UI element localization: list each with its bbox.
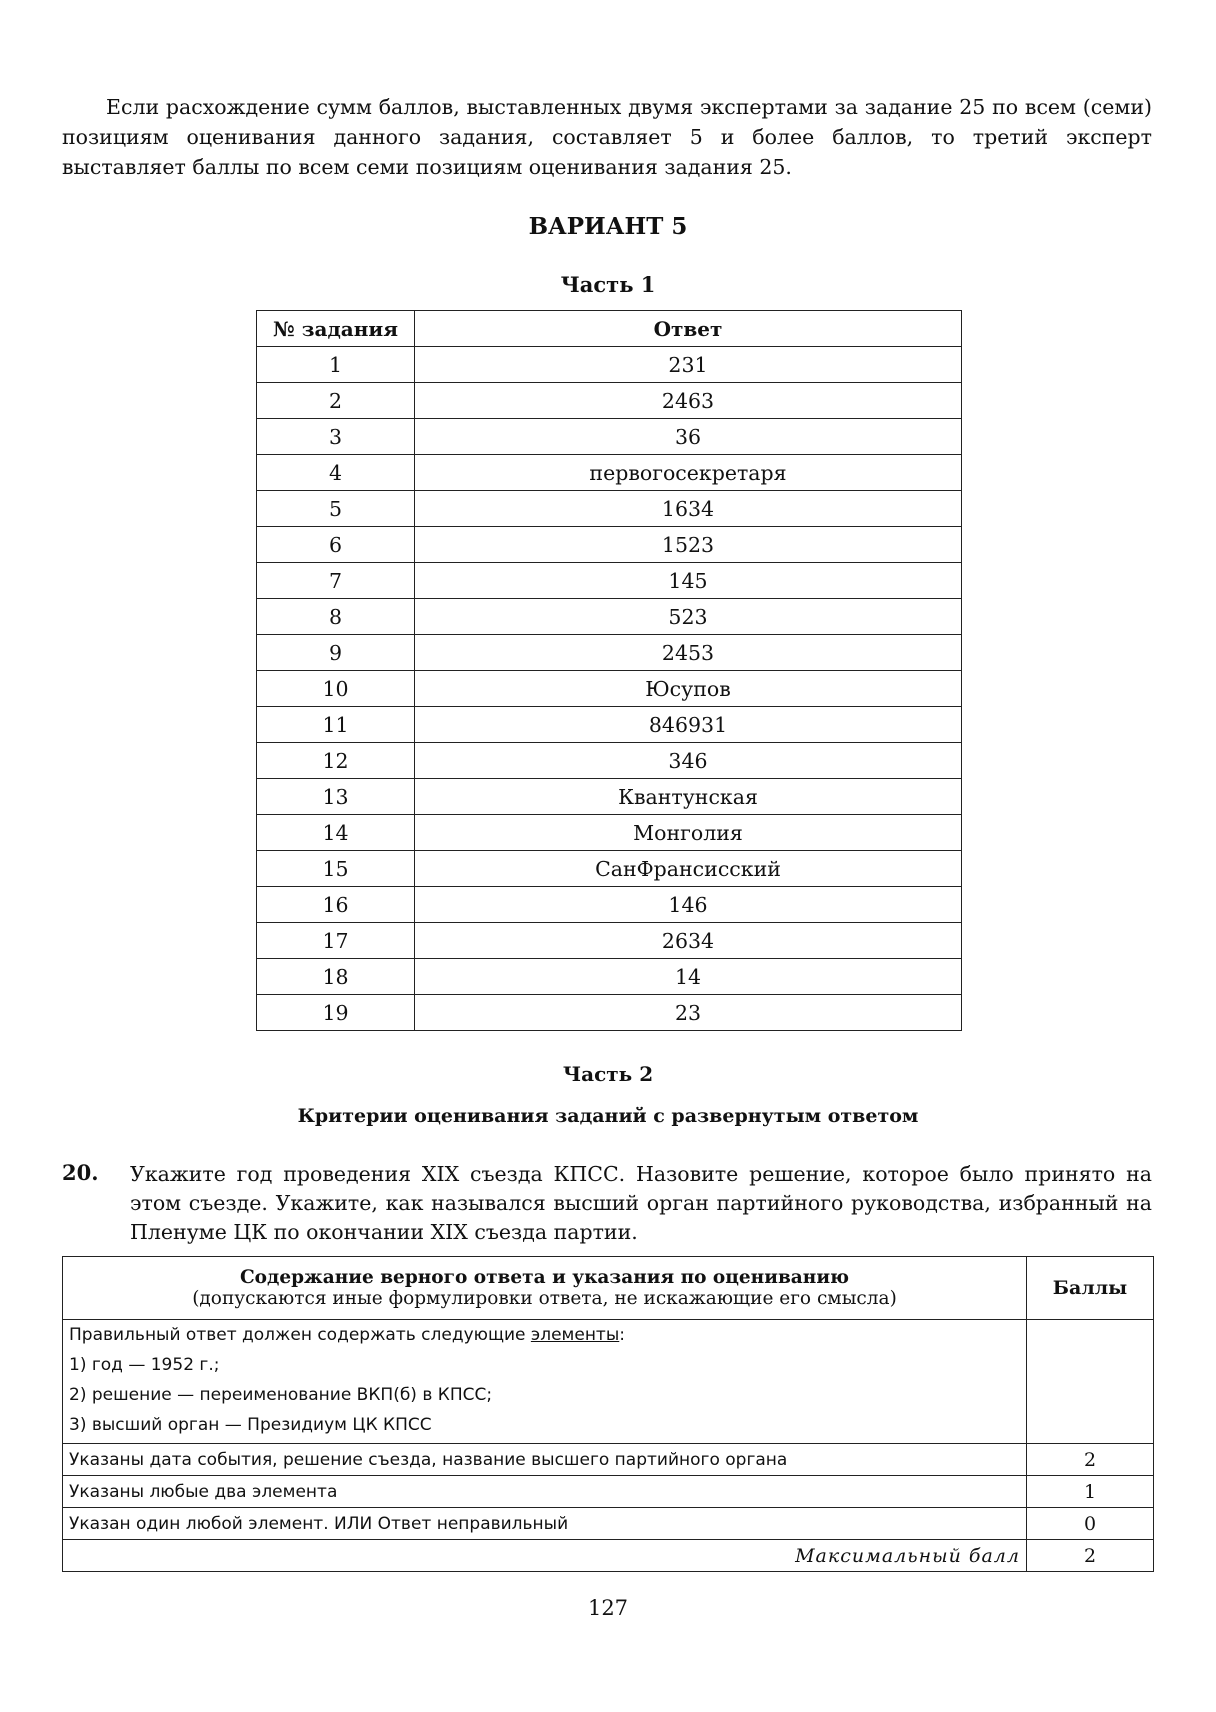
task-number-cell: 7 (257, 563, 415, 599)
task-number: 20. (62, 1160, 99, 1185)
task-number-cell: 4 (257, 455, 415, 491)
answer-row (257, 527, 962, 563)
answer-row (257, 599, 962, 635)
elements-intro (69, 1320, 1020, 1350)
criteria-header-line1: Содержание верного ответа и указания по оцениванию (239, 1267, 850, 1288)
criteria-header-row (63, 1257, 1154, 1320)
criteria-table (62, 1256, 1154, 1572)
element-decision: 2) решение — переименование ВКП(б) в КПСС; (69, 1385, 493, 1405)
task-number-cell: 5 (257, 491, 415, 527)
criterion-row (63, 1444, 1154, 1476)
criterion-text: Указаны дата события, решение съезда, название высшего партийного органа (63, 1444, 1027, 1476)
task-number-cell: 8 (257, 599, 415, 635)
criteria-content-header (63, 1257, 1027, 1320)
answer-row (257, 563, 962, 599)
elements-intro-word: элементы (530, 1325, 620, 1345)
task-number-cell: 16 (257, 887, 415, 923)
answer-cell: 346 (415, 743, 962, 779)
intro-paragraph: Если расхождение сумм баллов, выставленных двумя экспертами за задание 25 по всем (семи) позициям оценивания данного задания, составляет 5 и более баллов, то третий эксперт выставляет баллы по всем семи позициям оценивания задания 25. (62, 95, 1152, 179)
task-number-cell: 14 (257, 815, 415, 851)
answer-cell: 36 (415, 419, 962, 455)
answer-row (257, 491, 962, 527)
answer-cell: 146 (415, 887, 962, 923)
task-number-cell: 2 (257, 383, 415, 419)
answer-cell: 846931 (415, 707, 962, 743)
answer-cell: Юсупов (415, 671, 962, 707)
answer-row (257, 815, 962, 851)
criterion-row (63, 1508, 1154, 1540)
answer-cell: 1523 (415, 527, 962, 563)
answers-body (257, 347, 962, 1031)
criteria-title: Критерии оценивания заданий с развернутым ответом (297, 1105, 919, 1127)
task-number-cell: 12 (257, 743, 415, 779)
answer-row (257, 635, 962, 671)
element-organ: 3) высший орган — Президиум ЦК КПСС (69, 1415, 432, 1435)
part2-title: Часть 2 (562, 1062, 654, 1086)
task-number-cell: 10 (257, 671, 415, 707)
part1-title: Часть 1 (560, 272, 656, 297)
header-answer: Ответ (415, 311, 962, 347)
answer-row (257, 851, 962, 887)
answer-cell: СанФрансисский (415, 851, 962, 887)
answer-cell: 14 (415, 959, 962, 995)
task-number-cell: 15 (257, 851, 415, 887)
task-number-cell: 6 (257, 527, 415, 563)
criterion-points: 1 (1027, 1476, 1154, 1508)
answer-cell: 231 (415, 347, 962, 383)
answer-row (257, 743, 962, 779)
elements-row (63, 1320, 1154, 1444)
points-header: Баллы (1027, 1257, 1154, 1320)
answer-row (257, 887, 962, 923)
answer-cell: 2453 (415, 635, 962, 671)
answer-row (257, 383, 962, 419)
task-number-cell: 1 (257, 347, 415, 383)
task-text: Укажите год проведения XIX съезда КПСС. Назовите решение, которое было принято на этом съезде. Укажите, как назывался высший орган партийного руководства, избранный на Пленуме ЦК по окончании XIX съезда партии. (130, 1162, 1152, 1244)
task-number-cell: 18 (257, 959, 415, 995)
answer-row (257, 347, 962, 383)
answer-cell: Квантунская (415, 779, 962, 815)
answer-row (257, 923, 962, 959)
answer-row (257, 419, 962, 455)
answer-row (257, 455, 962, 491)
answer-cell: 2634 (415, 923, 962, 959)
criterion-points: 0 (1027, 1508, 1154, 1540)
elements-cell (63, 1320, 1027, 1444)
elements-points-empty (1027, 1320, 1154, 1444)
answer-cell: 523 (415, 599, 962, 635)
max-score-row (63, 1540, 1154, 1572)
answer-row (257, 995, 962, 1031)
answer-row (257, 779, 962, 815)
elements-intro-start: Правильный ответ должен содержать следующие (69, 1325, 531, 1345)
element-year: 1) год — 1952 г.; (69, 1355, 220, 1375)
variant-title: ВАРИАНТ 5 (528, 213, 688, 240)
answer-cell: Монголия (415, 815, 962, 851)
page-number: 127 (587, 1596, 629, 1620)
task-number-cell: 3 (257, 419, 415, 455)
max-score-label: Максимальный балл (63, 1540, 1027, 1572)
elements-intro-end: : (619, 1325, 625, 1345)
answer-row (257, 707, 962, 743)
criterion-text: Указан один любой элемент. ИЛИ Ответ неправильный (63, 1508, 1027, 1540)
answer-cell: 23 (415, 995, 962, 1031)
criterion-row (63, 1476, 1154, 1508)
answers-table (256, 310, 962, 1031)
max-score-points: 2 (1027, 1540, 1154, 1572)
task-number-cell: 9 (257, 635, 415, 671)
answer-cell: 2463 (415, 383, 962, 419)
criterion-text: Указаны любые два элемента (63, 1476, 1027, 1508)
answer-cell: первогосекретаря (415, 455, 962, 491)
task-number-cell: 11 (257, 707, 415, 743)
criteria-header-line2: (допускаются иные формулировки ответа, не искажающие его смысла) (192, 1288, 897, 1309)
answer-cell: 145 (415, 563, 962, 599)
answer-row (257, 671, 962, 707)
answers-header-row (257, 311, 962, 347)
task-number-cell: 19 (257, 995, 415, 1031)
criterion-points: 2 (1027, 1444, 1154, 1476)
header-task-number: № задания (257, 311, 415, 347)
answer-row (257, 959, 962, 995)
task-number-cell: 13 (257, 779, 415, 815)
task-number-cell: 17 (257, 923, 415, 959)
answer-cell: 1634 (415, 491, 962, 527)
